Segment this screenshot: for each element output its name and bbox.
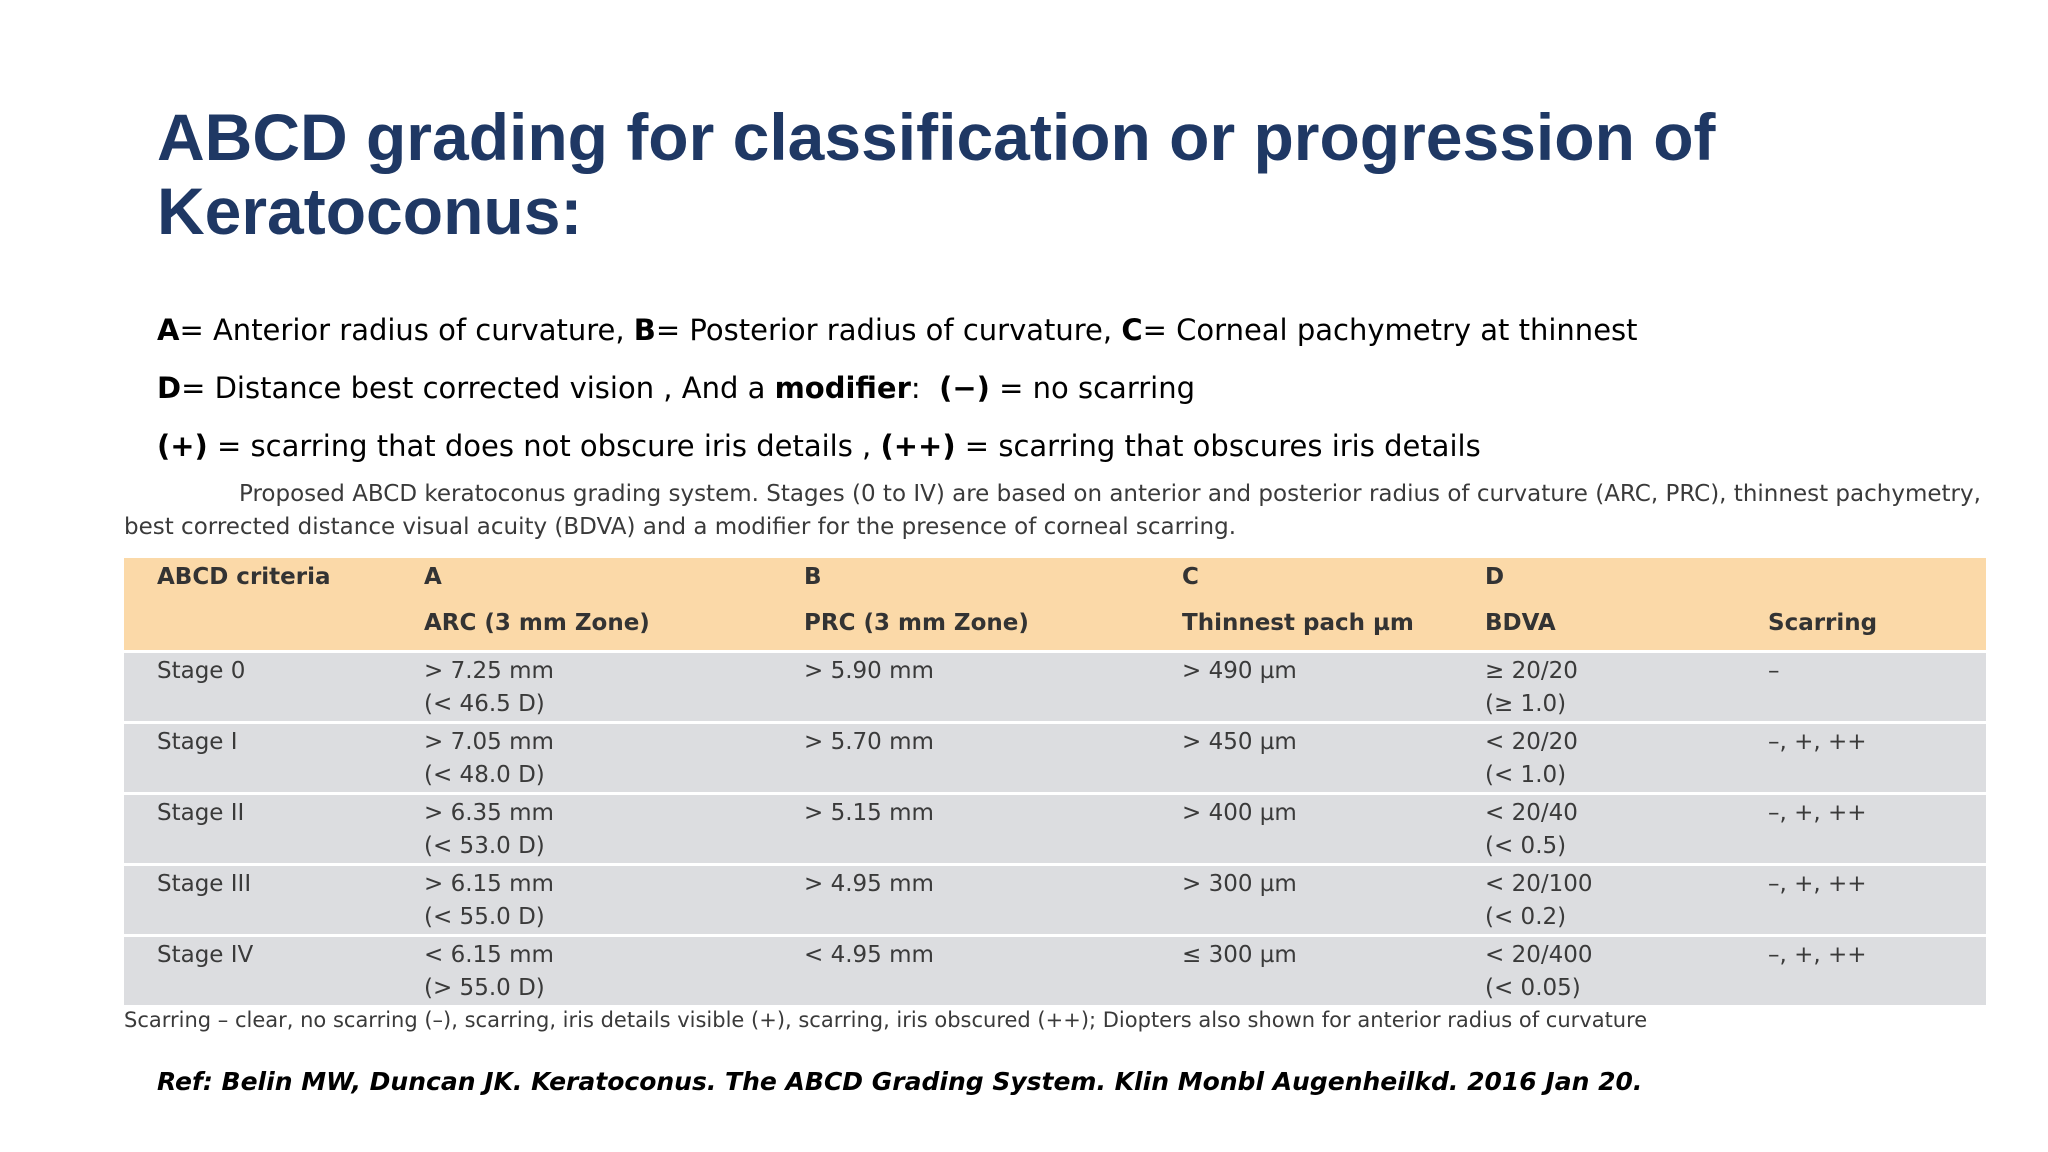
text-d: = Distance best corrected vision , And a [181,371,775,405]
header-cell: D [1485,564,1505,590]
bdva-snellen: < 20/100 [1485,871,1593,897]
prc-cell: < 4.95 mm [804,942,934,968]
stage-cell: Stage II [157,800,245,826]
table-row [124,723,1986,794]
bdva-decimal: (< 0.05) [1485,975,1581,1001]
header-cell: ABCD criteria [157,564,331,590]
arc-mm: > 6.15 mm [424,871,554,897]
arc-cell [424,936,804,1006]
arc-diopters: (< 53.0 D) [424,833,545,859]
header-cell: B [804,564,822,590]
slide-title: ABCD grading for classification or progression of Keratoconus: [157,100,1716,248]
abcd-grading-table [124,558,1986,1005]
text-a: = Anterior radius of curvature, [179,313,634,347]
key-neg: (−) [939,371,990,405]
header-cell: C [1182,564,1199,590]
key-b: B [633,313,656,347]
arc-cell [424,865,804,936]
arc-diopters: (< 48.0 D) [424,762,545,788]
definition-line-3 [157,426,1957,484]
key-plus: (+) [157,429,208,463]
header-cell [124,610,424,652]
definition-line-2 [157,368,1957,426]
colon: : [910,371,940,405]
pach-cell: ≤ 300 µm [1182,942,1297,968]
header-cell: Thinnest pach µm [1182,610,1414,636]
key-c: C [1121,313,1143,347]
bdva-cell [1485,936,1768,1006]
table-row [124,936,1986,1006]
pach-cell: > 490 µm [1182,658,1297,684]
header-cell: BDVA [1485,610,1556,636]
pach-cell: > 300 µm [1182,871,1297,897]
table-row [124,794,1986,865]
bdva-cell [1485,865,1768,936]
bdva-decimal: (< 0.2) [1485,904,1567,930]
arc-mm: < 6.15 mm [424,942,554,968]
reference-citation: Ref: Belin MW, Duncan JK. Keratoconus. The ABCD Grading System. Klin Monbl Augenheilkd. 2016 Jan 20. [157,1067,1643,1096]
table-row [124,652,1986,723]
bdva-snellen: ≥ 20/20 [1485,658,1578,684]
scarring-cell: –, +, ++ [1768,729,1867,755]
prc-cell: > 5.70 mm [804,729,934,755]
prc-cell: > 5.90 mm [804,658,934,684]
text-c: = Corneal pachymetry at thinnest [1142,313,1638,347]
bdva-cell [1485,794,1768,865]
arc-mm: > 7.05 mm [424,729,554,755]
table-footnote: Scarring – clear, no scarring (–), scarring, iris details visible (+), scarring, iris obscured (++); Diopters also shown for anterior radius of curvature [124,1008,1648,1032]
bdva-cell [1485,723,1768,794]
table-caption [124,478,1994,544]
pach-cell: > 400 µm [1182,800,1297,826]
header-cell [1768,558,1986,610]
definitions [157,310,1957,484]
bdva-cell [1485,652,1768,723]
header-cell: A [424,564,442,590]
text-b: = Posterior radius of curvature, [655,313,1122,347]
scarring-cell: –, +, ++ [1768,942,1867,968]
table-header-row-2 [124,610,1986,652]
header-cell: ARC (3 mm Zone) [424,610,650,636]
table-row [124,865,1986,936]
header-cell: PRC (3 mm Zone) [804,610,1029,636]
stage-cell: Stage III [157,871,252,897]
arc-cell [424,723,804,794]
definition-line-1 [157,310,1957,368]
scarring-cell: –, +, ++ [1768,871,1867,897]
header-cell: Scarring [1768,610,1878,636]
prc-cell: > 4.95 mm [804,871,934,897]
bdva-snellen: < 20/20 [1485,729,1578,755]
text-neg: = no scarring [989,371,1196,405]
caption-text: Proposed ABCD keratoconus grading system. Stages (0 to IV) are based on anterior and posterior radius of curvature (ARC, PRC), thinnest pachymetry, best corrected distance visual acuity (BDVA) and a modifier for the presence of corneal scarring. [124,481,1981,540]
stage-cell: Stage I [157,729,238,755]
scarring-cell: – [1768,658,1780,684]
bdva-decimal: (< 0.5) [1485,833,1567,859]
scarring-cell: –, +, ++ [1768,800,1867,826]
text-plusplus: = scarring that obscures iris details [955,429,1481,463]
key-plusplus: (++) [880,429,956,463]
bdva-snellen: < 20/400 [1485,942,1593,968]
arc-diopters: (> 55.0 D) [424,975,545,1001]
text-plus: = scarring that does not obscure iris details , [207,429,881,463]
stage-cell: Stage IV [157,942,254,968]
arc-diopters: (< 46.5 D) [424,691,545,717]
arc-cell [424,652,804,723]
key-d: D [157,371,182,405]
prc-cell: > 5.15 mm [804,800,934,826]
stage-cell: Stage 0 [157,658,246,684]
table-header-row-1 [124,558,1986,610]
arc-diopters: (< 55.0 D) [424,904,545,930]
arc-mm: > 7.25 mm [424,658,554,684]
bdva-decimal: (< 1.0) [1485,762,1567,788]
bdva-snellen: < 20/40 [1485,800,1578,826]
key-a: A [157,313,180,347]
arc-cell [424,794,804,865]
bdva-decimal: (≥ 1.0) [1485,691,1567,717]
key-modifier: modifier [774,371,911,405]
pach-cell: > 450 µm [1182,729,1297,755]
arc-mm: > 6.35 mm [424,800,554,826]
